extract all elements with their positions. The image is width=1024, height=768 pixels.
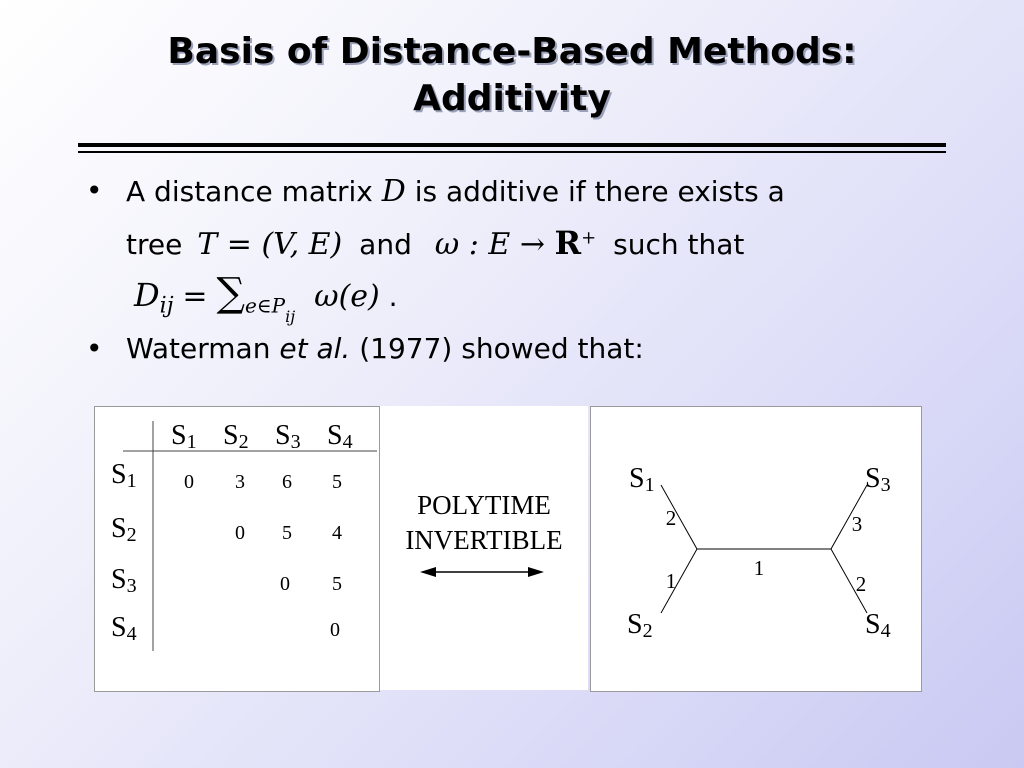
equivalence-label — [380, 406, 588, 690]
col-header-2: S2 — [223, 420, 249, 453]
distance-matrix — [95, 407, 379, 691]
weight-s4: 2 — [855, 572, 867, 596]
eq-period: . — [388, 280, 398, 313]
leaf-s2: S2 — [627, 609, 653, 642]
matrix-cell: 3 — [235, 471, 245, 493]
matrix-cell: 5 — [332, 471, 342, 493]
symbol-d: D — [381, 174, 406, 209]
row-header-2: S2 — [111, 513, 137, 546]
title-rule-thick — [78, 143, 946, 147]
bullet-1-text-tree: tree — [126, 228, 183, 261]
leaf-s1: S1 — [629, 463, 655, 496]
matrix-cell: 0 — [280, 573, 290, 595]
col-header-4: S4 — [327, 420, 353, 453]
bullet-1-text-such: such that — [613, 228, 745, 261]
leaf-s3: S3 — [865, 463, 891, 496]
reals-plus: + — [581, 227, 597, 249]
invertible-label: INVERTIBLE — [405, 525, 563, 555]
weight-s1: 2 — [665, 506, 677, 530]
matrix-cell: 0 — [235, 522, 245, 544]
eq-equals: = — [182, 279, 208, 314]
bullet-1-line-2 — [126, 224, 744, 262]
polytime-label: POLYTIME — [417, 490, 551, 520]
bullet-2-marker: • — [86, 332, 103, 365]
matrix-cell: 6 — [282, 471, 292, 493]
eq-sub-e: e∈P — [245, 293, 286, 318]
bullet-2-etal: et al. — [279, 332, 351, 365]
row-header-3: S3 — [111, 564, 137, 597]
row-header-1: S1 — [111, 459, 137, 492]
title-line-2: Additivity — [413, 78, 611, 119]
tree-formula: T = (V, E) — [197, 227, 343, 262]
col-header-3: S3 — [275, 420, 301, 453]
distance-matrix-panel — [94, 406, 380, 692]
title-line-1: Basis of Distance-Based Methods: — [167, 31, 857, 72]
weight-s2: 1 — [665, 569, 677, 593]
matrix-cell: 5 — [332, 573, 342, 595]
eq-d: D — [134, 276, 160, 314]
bullet-1-marker: • — [86, 174, 103, 207]
col-header-1: S1 — [171, 420, 197, 453]
weight-s3: 3 — [851, 512, 863, 536]
additivity-equation — [134, 270, 398, 326]
bullet-2-line — [126, 332, 644, 365]
double-arrow-icon — [420, 567, 544, 577]
weight-internal: 1 — [753, 556, 765, 580]
matrix-cell: 5 — [282, 522, 292, 544]
eq-sum: ∑ — [216, 270, 246, 316]
bullet-1-text-b: is additive if there exists a — [414, 175, 785, 208]
bullet-1-text-a: A distance matrix — [126, 175, 373, 208]
reals-symbol: R — [554, 224, 582, 262]
slide-title — [0, 28, 1024, 122]
tree-panel — [590, 406, 922, 692]
eq-omega: ω(e) — [314, 279, 380, 314]
bullet-2-text-a: Waterman — [126, 332, 271, 365]
bullet-1-text-and: and — [359, 228, 412, 261]
map-formula: ω : E → — [434, 227, 555, 262]
row-header-4: S4 — [111, 612, 137, 645]
equivalence-label-area — [380, 406, 588, 690]
leaf-s4: S4 — [865, 609, 891, 642]
eq-sub-ij: ij — [285, 307, 296, 326]
bullet-1-line-1 — [126, 174, 785, 209]
title-rule-thin — [78, 151, 946, 153]
matrix-cell: 0 — [330, 619, 340, 641]
bullet-2-text-b: (1977) showed that: — [359, 332, 644, 365]
additive-tree — [591, 407, 921, 691]
matrix-cell: 0 — [184, 471, 194, 493]
eq-ij: ij — [159, 293, 174, 319]
matrix-cell: 4 — [332, 522, 342, 544]
